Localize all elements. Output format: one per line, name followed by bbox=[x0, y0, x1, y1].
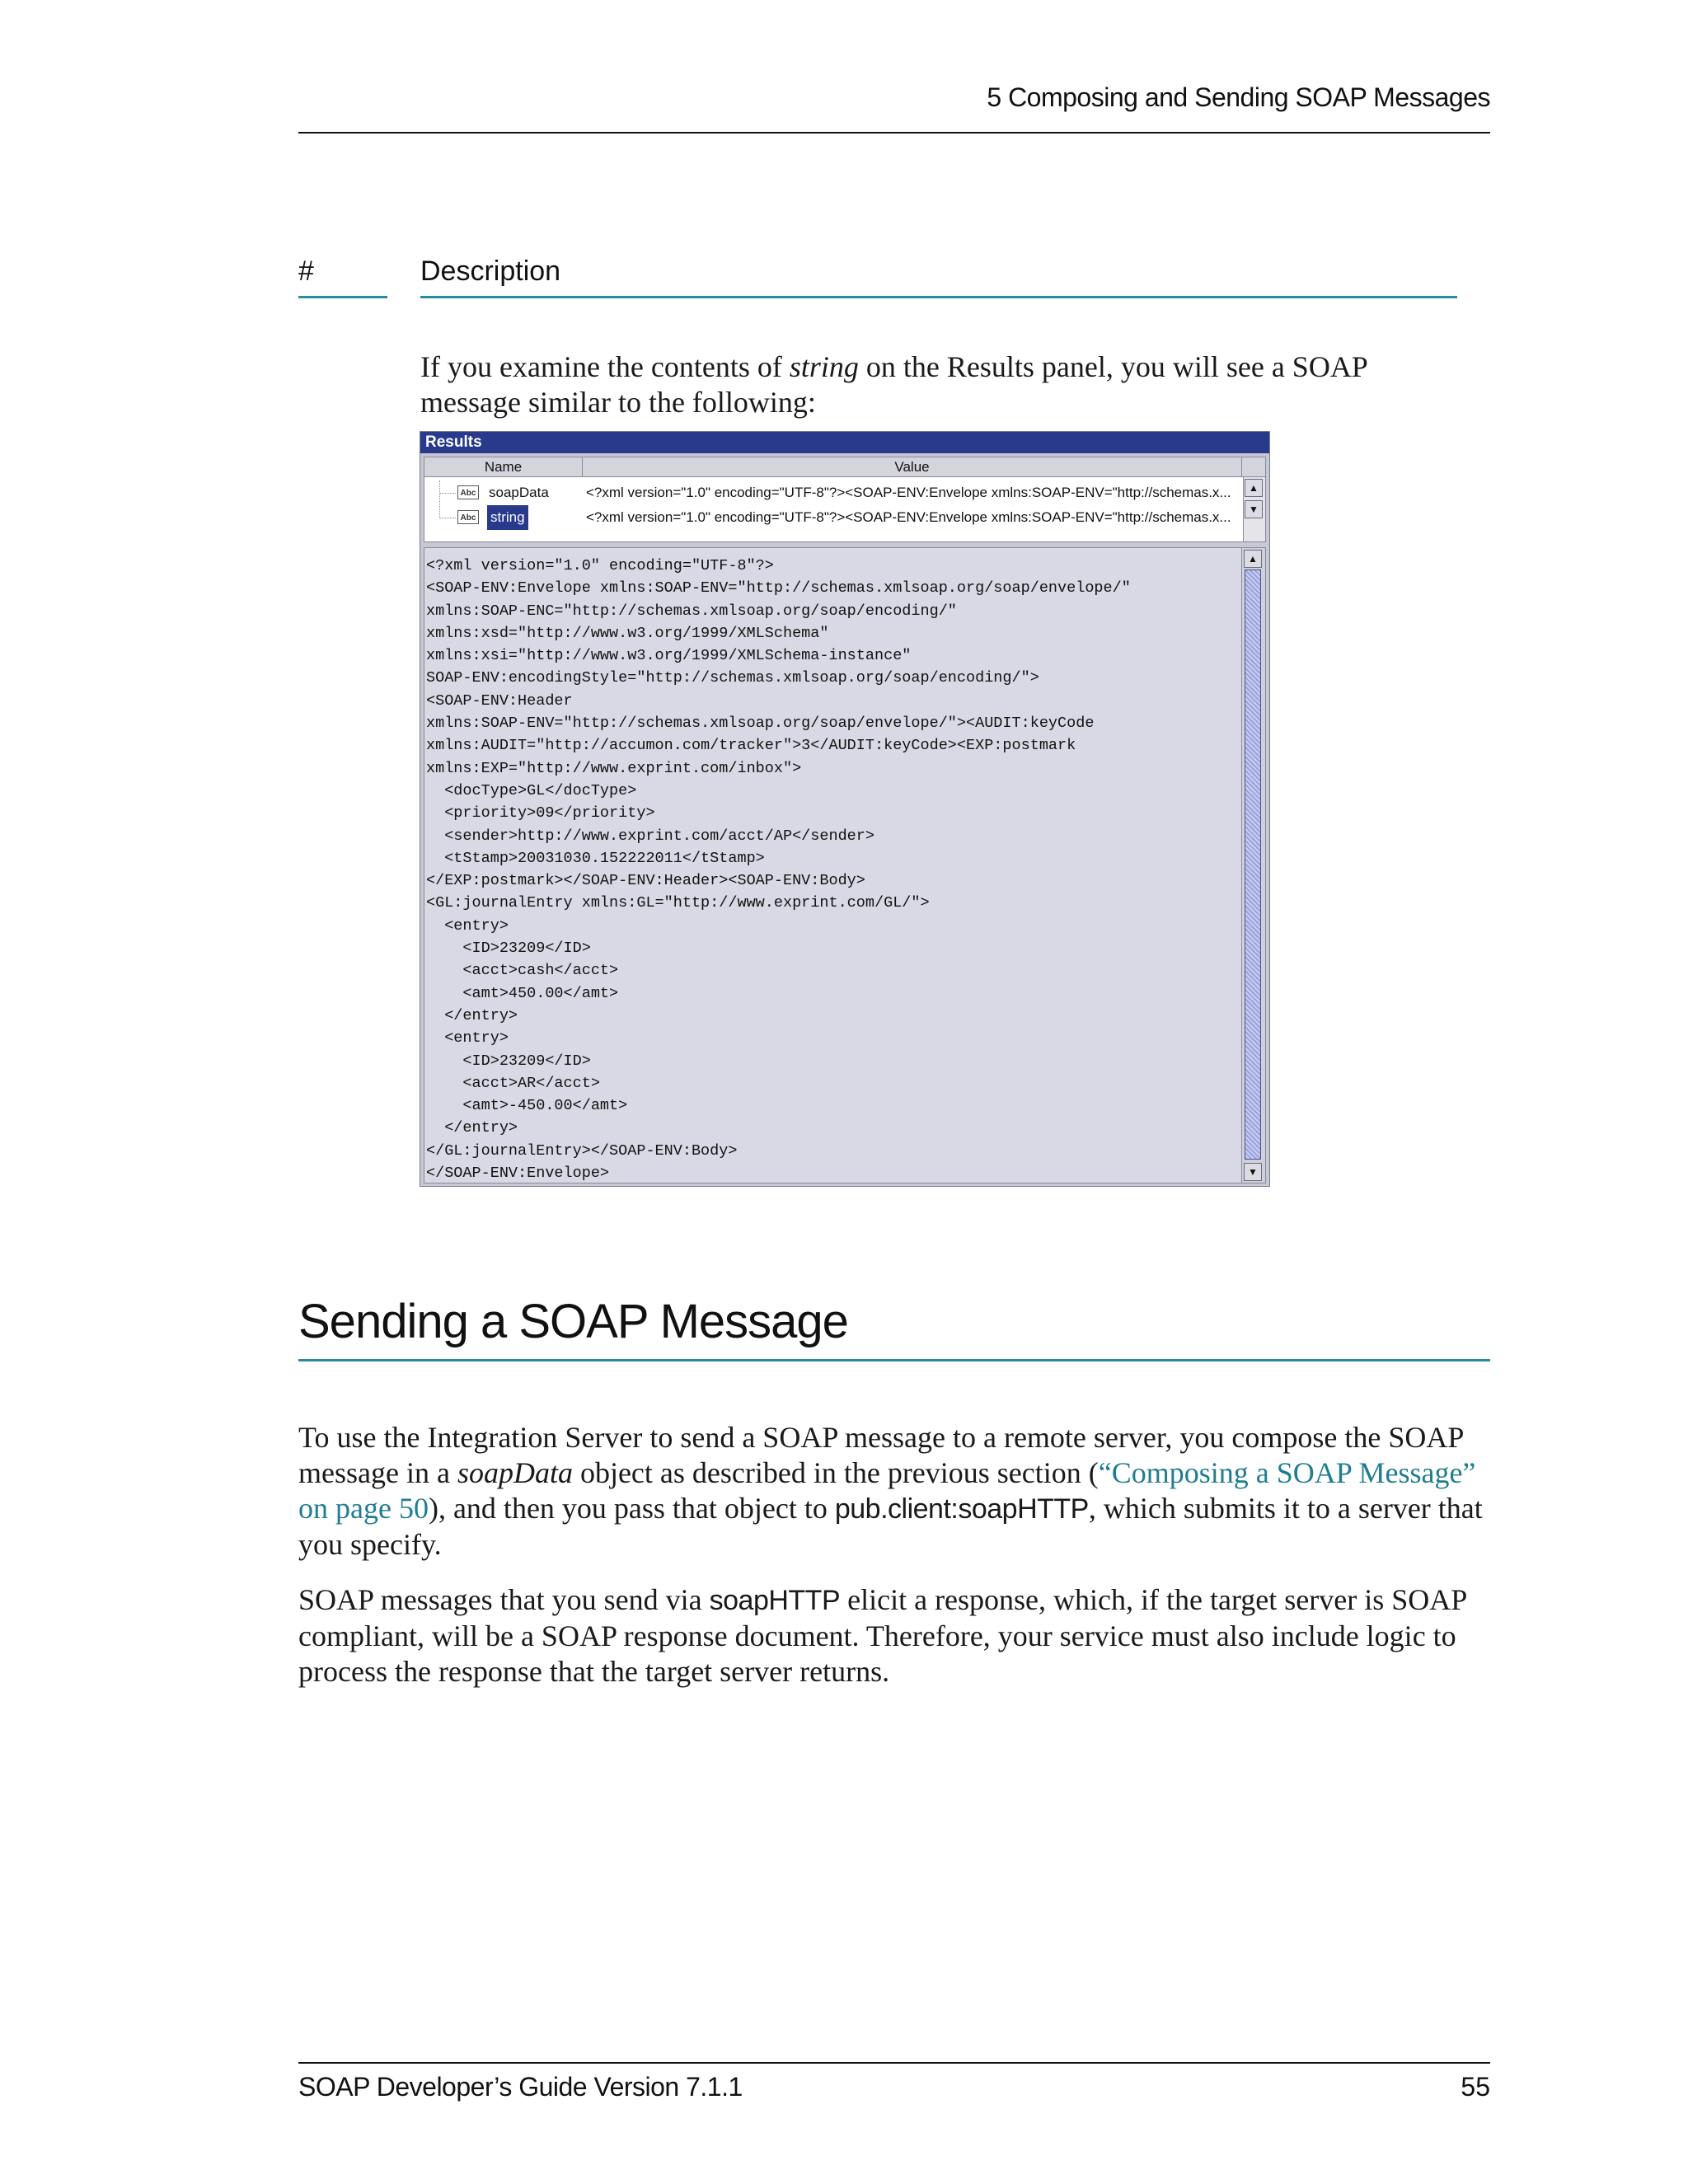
intro-text-2: on the Results panel, you will see a SOAP message similar to the following: bbox=[420, 350, 1367, 419]
cross-reference-link[interactable]: “Composing a SOAP Message” on page 50 bbox=[298, 1456, 1476, 1525]
footer-rule bbox=[298, 2062, 1490, 2064]
column-header-name[interactable]: Name bbox=[424, 457, 583, 477]
scroll-up-button[interactable]: ▲ bbox=[1244, 550, 1262, 568]
p2-text-b: elicit a response, which, if the target server is SOAP compliant, will be a SOAP response document. Therefore, your service must also include logic to process the response that the target server returns. bbox=[298, 1583, 1466, 1688]
column-header-value[interactable]: Value bbox=[583, 457, 1242, 477]
body-paragraph-1 bbox=[298, 1420, 1490, 1563]
table-header-number: # bbox=[298, 255, 387, 298]
row-value: <?xml version="1.0" encoding="UTF-8"?><SOAP-ENV:Envelope xmlns:SOAP-ENV="http://schemas.x... bbox=[586, 485, 1231, 500]
tree-branch bbox=[439, 493, 456, 494]
row-name: soapData bbox=[489, 485, 549, 500]
results-panel-screenshot bbox=[420, 431, 1270, 1187]
scroll-up-button[interactable]: ▲ bbox=[1245, 479, 1263, 497]
footer-title: SOAP Developer’s Guide Version 7.1.1 bbox=[298, 2072, 743, 2102]
scroll-down-button[interactable]: ▼ bbox=[1244, 1163, 1262, 1181]
p2-service-name: soapHTTP bbox=[709, 1585, 841, 1616]
scroll-down-button[interactable]: ▼ bbox=[1245, 500, 1263, 518]
result-row-string[interactable] bbox=[424, 505, 1242, 530]
table-header-description: Description bbox=[420, 255, 1457, 298]
p1-text-d: , which submits it to a server that you specify. bbox=[298, 1492, 1483, 1561]
results-table bbox=[424, 457, 1266, 542]
xml-content: <?xml version="1.0" encoding="UTF-8"?> <SOAP-ENV:Envelope xmlns:SOAP-ENV="http://schemas.xmlsoap.org/soap/envelope/" xmlns:SOAP-ENC="http://schemas.xmlsoap.org/soap/encoding/" xmlns:xsd="http://www.w3.org/1999/XMLSchema" xmlns:xsi="http://www.w3.org/1999/XMLSchema-instance" SOAP-ENV:encodingStyle="http://schemas.xmlsoap.org/soap/encoding/"> <SOAP-ENV:Header xmlns:SOAP-ENV="http://schemas.xmlsoap.org/soap/envelope/"><AUDIT:keyCode xmlns:AUDIT="http://accumon.com/tracker">3</AUDIT:keyCode><EXP:postmark xmlns:EXP="http://www.exprint.com/inbox"> <docType>GL</docType> <priority>09</priority> <sender>http://www.exprint.com/acct/AP</sender> <tStamp>20031030.152222011</tStamp> </EXP:postmark></SOAP-ENV:Header><SOAP-ENV:Body> <GL:journalEntry xmlns:GL="http://www.exprint.com/GL/"> <entry> <ID>23209</ID> <acct>cash</acct> <amt>450.00</amt> </entry> <entry> <ID>23209</ID> <acct>AR</acct> <amt>-450.00</amt> </entry> </GL:journalEntry></SOAP-ENV:Body> </SOAP-ENV:Envelope> bbox=[426, 557, 1131, 1183]
intro-text-1: If you examine the contents of bbox=[420, 350, 790, 383]
tree-branch bbox=[439, 518, 456, 519]
scrollbar-thumb[interactable] bbox=[1245, 569, 1261, 1160]
string-type-icon: Abc bbox=[457, 485, 479, 499]
row-name-selected: string bbox=[487, 505, 528, 530]
intro-paragraph bbox=[420, 349, 1457, 420]
column-header-corner bbox=[1242, 457, 1265, 477]
p1-text-a: To use the Integration Server to send a SOAP message to a remote server, you compose the SOAP message in a bbox=[298, 1421, 1464, 1489]
result-row-soapdata[interactable] bbox=[424, 480, 1242, 505]
xml-content-area[interactable] bbox=[424, 547, 1266, 1183]
xml-scrollbar[interactable] bbox=[1241, 548, 1265, 1183]
results-panel-title: Results bbox=[420, 432, 1269, 453]
p2-text-a: SOAP messages that you send via bbox=[298, 1583, 710, 1616]
results-table-scrollbar[interactable] bbox=[1243, 477, 1265, 541]
p1-text-b: object as described in the previous section ( bbox=[572, 1456, 1099, 1489]
p1-emphasis: soapData bbox=[457, 1456, 573, 1489]
section-heading: Sending a SOAP Message bbox=[298, 1294, 1490, 1361]
string-type-icon: Abc bbox=[457, 510, 479, 524]
p1-service-name: pub.client:soapHTTP bbox=[834, 1493, 1089, 1525]
intro-emphasis: string bbox=[789, 350, 859, 383]
p1-text-c: ), and then you pass that object to bbox=[428, 1492, 835, 1525]
body-paragraph-2 bbox=[298, 1582, 1490, 1690]
running-header: 5 Composing and Sending SOAP Messages bbox=[987, 82, 1490, 112]
header-rule bbox=[298, 132, 1490, 134]
row-value: <?xml version="1.0" encoding="UTF-8"?><SOAP-ENV:Envelope xmlns:SOAP-ENV="http://schemas.x... bbox=[586, 509, 1231, 525]
page-number: 55 bbox=[1461, 2072, 1490, 2102]
